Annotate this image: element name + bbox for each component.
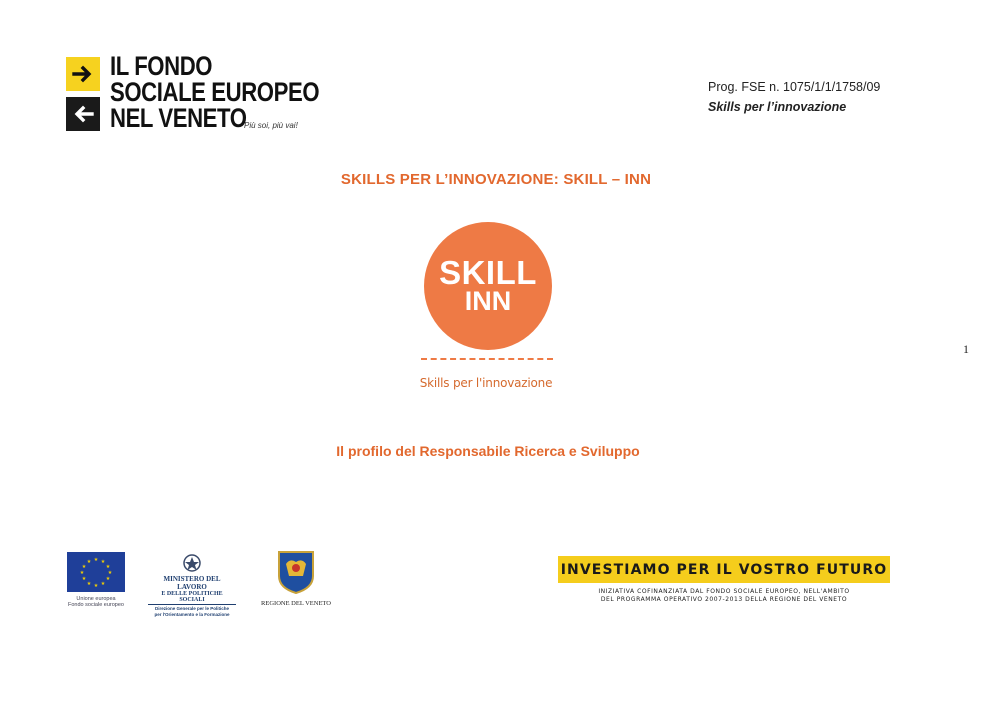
eu-caption (60, 596, 132, 608)
fse-logo-line-2: SOCIALE EUROPEO (110, 77, 320, 107)
arrow-left-icon (66, 97, 100, 131)
program-code: Prog. FSE n. 1075/1/1/1758/09 (708, 80, 881, 94)
page-number: 1 (963, 342, 969, 356)
program-reference (708, 77, 880, 117)
svg-text:★: ★ (105, 576, 111, 582)
ministero-line-1: MINISTERO DEL LAVORO (163, 575, 221, 591)
regione-veneto-shield-icon (276, 550, 316, 594)
ministero-line-3b: per l'Orientamento e la Formazione (154, 612, 230, 617)
svg-text:★: ★ (86, 559, 92, 565)
ministero-lavoro-logo (148, 552, 236, 617)
logo-dashed-divider (421, 358, 553, 360)
investiamo-futuro-title: INVESTIAMO PER IL VOSTRO FUTURO (560, 561, 888, 578)
svg-text:★: ★ (86, 581, 92, 587)
svg-text:★: ★ (81, 576, 87, 582)
fse-logo-wordmark (110, 53, 319, 131)
svg-text:★: ★ (79, 570, 85, 576)
skill-inn-tagline: Skills per l'innovazione (419, 376, 553, 390)
svg-text:★: ★ (100, 559, 106, 565)
svg-text:★: ★ (81, 564, 87, 570)
fse-veneto-logo (66, 51, 336, 137)
eu-flag-icon (67, 552, 125, 592)
svg-text:★: ★ (93, 557, 99, 563)
investiamo-futuro-banner (558, 556, 890, 583)
svg-text:★: ★ (93, 583, 99, 589)
fse-logo-tagline: Più soi, più vai! (244, 121, 298, 130)
fse-logo-line-1: IL FONDO (110, 51, 213, 81)
skill-inn-logo (424, 222, 552, 350)
investiamo-futuro-line-1: INIZIATIVA COFINANZIATA DAL FONDO SOCIALE EUROPEO, NELL'AMBITO (598, 588, 850, 595)
fse-logo-line-3: NEL VENETO (110, 103, 247, 133)
ministero-line-3a: Direzione Generale per le Politiche (154, 606, 230, 611)
arrow-right-icon (66, 57, 100, 91)
document-subtitle: Il profilo del Responsabile Ricerca e Sviluppo (336, 443, 640, 459)
regione-veneto-caption: REGIONE DEL VENETO (261, 600, 331, 607)
skill-inn-logo-line-2: INN (464, 286, 512, 316)
skill-inn-logo-line-1: SKILL (439, 254, 537, 291)
ministero-line-2: E DELLE POLITICHE SOCIALI (148, 591, 236, 605)
eu-caption-line-2: Fondo sociale europeo (68, 602, 124, 608)
investiamo-futuro-line-2: DEL PROGRAMMA OPERATIVO 2007-2013 DELLA REGIONE DEL VENETO (600, 596, 848, 603)
italian-emblem-icon (180, 552, 204, 574)
eu-caption-line-1: Unione europea (76, 596, 116, 602)
document-title: SKILLS PER L’INNOVAZIONE: SKILL – INN (340, 171, 652, 188)
svg-text:★: ★ (100, 581, 106, 587)
program-name: Skills per l’innovazione (708, 100, 847, 114)
investiamo-futuro-subtext (558, 588, 890, 604)
svg-text:★: ★ (105, 564, 111, 570)
svg-text:★: ★ (107, 570, 113, 576)
